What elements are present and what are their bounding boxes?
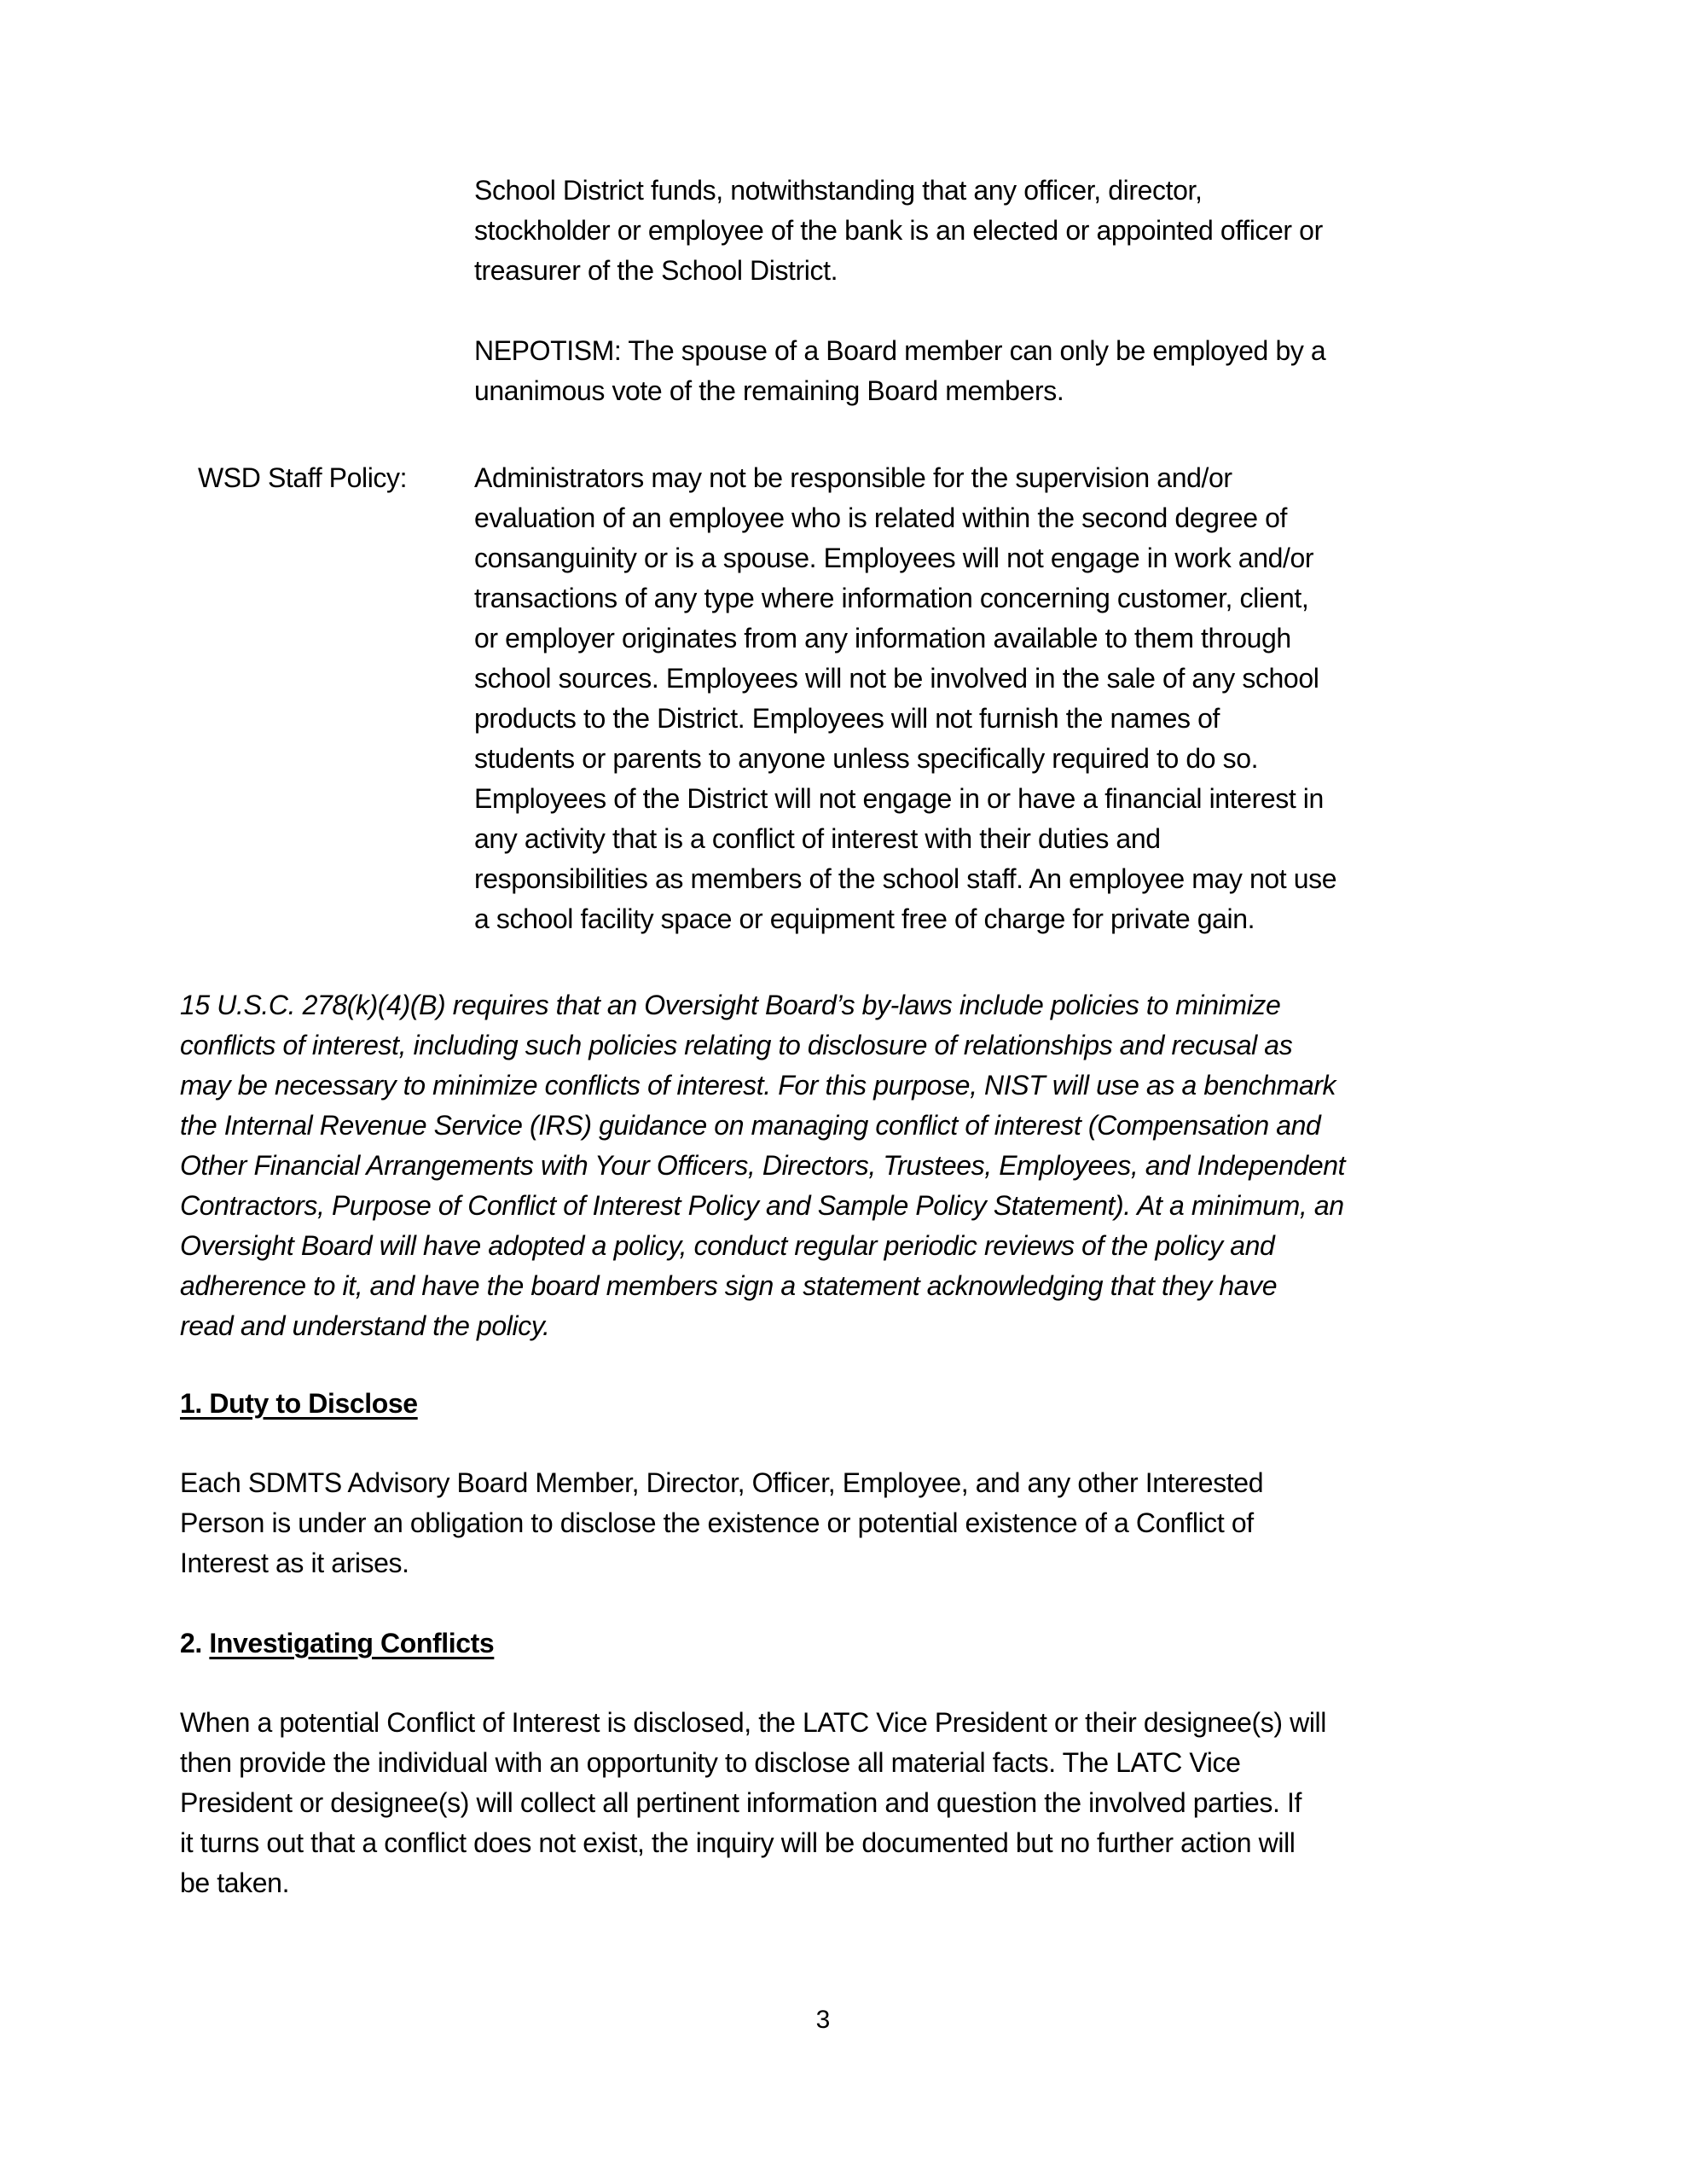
text-line: Each SDMTS Advisory Board Member, Director, Officer, Employee, and any other Interested: [180, 1467, 1264, 1498]
section-2-heading: [180, 1623, 494, 1664]
text-line: read and understand the policy.: [180, 1310, 550, 1341]
text-line: NEPOTISM: The spouse of a Board member can only be employed by a: [474, 335, 1326, 366]
section-2-paragraph: [180, 1703, 1326, 1903]
text-line: Other Financial Arrangements with Your Officers, Directors, Trustees, Employees, and Independent: [180, 1150, 1346, 1181]
text-line: adherence to it, and have the board members sign a statement acknowledging that they have: [180, 1270, 1278, 1301]
wsd-staff-policy-label: WSD Staff Policy:: [198, 462, 408, 493]
intro-paragraph: [474, 171, 1323, 291]
section-2-heading-title: Investigating Conflicts: [209, 1628, 495, 1658]
text-line: Employees of the District will not engage in or have a financial interest in: [474, 783, 1324, 814]
text-line: the Internal Revenue Service (IRS) guidance on managing conflict of interest (Compensation and: [180, 1110, 1321, 1141]
text-line: conflicts of interest, including such policies relating to disclosure of relationships and recusal as: [180, 1030, 1293, 1060]
section-2-heading-number: 2.: [180, 1628, 210, 1658]
usc-note-paragraph: [180, 985, 1345, 1346]
text-line: stockholder or employee of the bank is an elected or appointed officer or: [474, 215, 1323, 246]
section-1-paragraph: [180, 1463, 1263, 1583]
text-line: unanimous vote of the remaining Board members.: [474, 375, 1064, 406]
text-line: it turns out that a conflict does not exist, the inquiry will be documented but no further action will: [180, 1827, 1296, 1858]
text-line: be taken.: [180, 1867, 290, 1898]
text-line: President or designee(s) will collect all pertinent information and question the involved parties. If: [180, 1787, 1301, 1818]
text-line: School District funds, notwithstanding that any officer, director,: [474, 175, 1203, 206]
text-line: Oversight Board will have adopted a policy, conduct regular periodic reviews of the policy and: [180, 1230, 1275, 1261]
text-line: evaluation of an employee who is related within the second degree of: [474, 502, 1287, 533]
text-line: Administrators may not be responsible for the supervision and/or: [474, 462, 1232, 493]
section-1-heading: [180, 1384, 418, 1424]
text-line: students or parents to anyone unless specifically required to do so.: [474, 743, 1259, 774]
text-line: may be necessary to minimize conflicts of interest. For this purpose, NIST will use as a benchmark: [180, 1070, 1336, 1101]
text-line: then provide the individual with an opportunity to disclose all material facts. The LATC Vice: [180, 1747, 1241, 1778]
nepotism-paragraph: [474, 331, 1325, 411]
text-line: Contractors, Purpose of Conflict of Interest Policy and Sample Policy Statement). At a minimum, an: [180, 1190, 1344, 1221]
text-line: consanguinity or is a spouse. Employees will not engage in work and/or: [474, 543, 1314, 573]
wsd-staff-policy-text: [474, 458, 1336, 939]
text-line: products to the District. Employees will not furnish the names of: [474, 703, 1220, 734]
text-line: Interest as it arises.: [180, 1548, 409, 1578]
text-line: Person is under an obligation to disclose the existence or potential existence of a Conflict of: [180, 1507, 1254, 1538]
text-line: When a potential Conflict of Interest is disclosed, the LATC Vice President or their designee(s) will: [180, 1707, 1326, 1738]
text-line: any activity that is a conflict of interest with their duties and: [474, 823, 1161, 854]
text-line: or employer originates from any information available to them through: [474, 623, 1291, 653]
text-line: treasurer of the School District.: [474, 255, 838, 286]
page-number: 3: [815, 2006, 831, 2034]
text-line: 15 U.S.C. 278(k)(4)(B) requires that an Oversight Board’s by-laws include policies to minimize: [180, 990, 1281, 1020]
text-line: responsibilities as members of the school staff. An employee may not use: [474, 863, 1337, 894]
text-line: transactions of any type where information concerning customer, client,: [474, 583, 1309, 613]
text-line: a school facility space or equipment free of charge for private gain.: [474, 903, 1255, 934]
section-1-heading-text: 1. Duty to Disclose: [180, 1388, 418, 1419]
text-line: school sources. Employees will not be involved in the sale of any school: [474, 663, 1319, 694]
